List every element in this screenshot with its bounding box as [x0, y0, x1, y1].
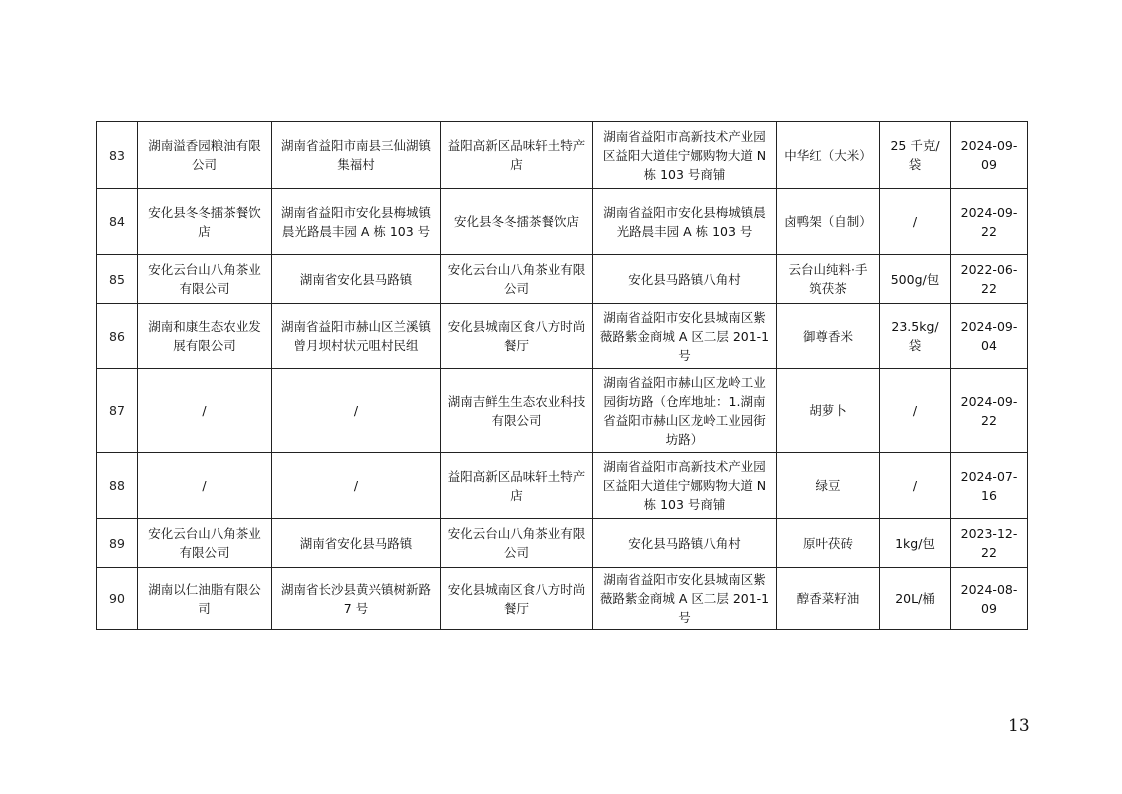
cell-producer-address: 湖南省长沙县黄兴镇树新路 7 号	[272, 568, 441, 630]
table-row	[97, 568, 1028, 630]
cell-specification: 23.5kg/袋	[880, 304, 951, 369]
cell-sampled-unit: 安化县城南区食八方时尚餐厅	[441, 568, 593, 630]
cell-specification: 25 千克/袋	[880, 122, 951, 189]
cell-production-date: 2024-08-09	[951, 568, 1028, 630]
cell-sampled-unit: 安化云台山八角茶业有限公司	[441, 519, 593, 568]
cell-specification: /	[880, 189, 951, 255]
cell-product-name: 胡萝卜	[777, 369, 880, 453]
cell-producer-name: 安化云台山八角茶业有限公司	[138, 519, 272, 568]
cell-producer-address: 湖南省安化县马路镇	[272, 255, 441, 304]
cell-producer-address: /	[272, 453, 441, 519]
cell-sampled-address: 湖南省益阳市高新技术产业园区益阳大道佳宁娜购物大道 N 栋 103 号商铺	[593, 453, 777, 519]
cell-sampled-unit: 益阳高新区品味轩土特产店	[441, 122, 593, 189]
cell-sampled-address: 安化县马路镇八角村	[593, 255, 777, 304]
cell-producer-name: /	[138, 369, 272, 453]
cell-sampled-unit: 湖南吉鲜生生态农业科技有限公司	[441, 369, 593, 453]
cell-producer-name: 湖南以仁油脂有限公司	[138, 568, 272, 630]
table-row	[97, 255, 1028, 304]
cell-sampled-address: 湖南省益阳市安化县城南区紫薇路紫金商城 A 区二层 201-1 号	[593, 304, 777, 369]
table-row	[97, 122, 1028, 189]
cell-producer-name: 湖南溢香园粮油有限公司	[138, 122, 272, 189]
cell-product-name: 卤鸭架（自制）	[777, 189, 880, 255]
cell-producer-address: 湖南省安化县马路镇	[272, 519, 441, 568]
cell-number: 89	[97, 519, 138, 568]
cell-specification: 1kg/包	[880, 519, 951, 568]
cell-sampled-unit: 安化县冬冬擂茶餐饮店	[441, 189, 593, 255]
cell-producer-address: 湖南省益阳市南县三仙湖镇集福村	[272, 122, 441, 189]
table-row	[97, 453, 1028, 519]
cell-producer-name: 湖南和康生态农业发展有限公司	[138, 304, 272, 369]
cell-sampled-unit: 安化云台山八角茶业有限公司	[441, 255, 593, 304]
cell-producer-name: 安化县冬冬擂茶餐饮店	[138, 189, 272, 255]
cell-product-name: 原叶茯砖	[777, 519, 880, 568]
cell-production-date: 2024-09-22	[951, 369, 1028, 453]
cell-sampled-address: 湖南省益阳市高新技术产业园区益阳大道佳宁娜购物大道 N 栋 103 号商铺	[593, 122, 777, 189]
table-row	[97, 189, 1028, 255]
cell-sampled-unit: 益阳高新区品味轩土特产店	[441, 453, 593, 519]
cell-number: 87	[97, 369, 138, 453]
cell-sampled-address: 安化县马路镇八角村	[593, 519, 777, 568]
cell-product-name: 御尊香米	[777, 304, 880, 369]
cell-producer-address: 湖南省益阳市安化县梅城镇晨光路晨丰园 A 栋 103 号	[272, 189, 441, 255]
cell-sampled-address: 湖南省益阳市安化县梅城镇晨光路晨丰园 A 栋 103 号	[593, 189, 777, 255]
cell-production-date: 2024-07-16	[951, 453, 1028, 519]
cell-production-date: 2024-09-04	[951, 304, 1028, 369]
cell-number: 86	[97, 304, 138, 369]
cell-production-date: 2024-09-09	[951, 122, 1028, 189]
cell-sampled-unit: 安化县城南区食八方时尚餐厅	[441, 304, 593, 369]
cell-producer-name: /	[138, 453, 272, 519]
cell-number: 90	[97, 568, 138, 630]
cell-product-name: 云台山纯料·手筑茯茶	[777, 255, 880, 304]
cell-number: 83	[97, 122, 138, 189]
cell-number: 85	[97, 255, 138, 304]
table-row	[97, 369, 1028, 453]
cell-product-name: 绿豆	[777, 453, 880, 519]
cell-product-name: 醇香菜籽油	[777, 568, 880, 630]
cell-number: 88	[97, 453, 138, 519]
table-row	[97, 519, 1028, 568]
cell-sampled-address: 湖南省益阳市赫山区龙岭工业园街坊路（仓库地址：1.湖南省益阳市赫山区龙岭工业园街坊路）	[593, 369, 777, 453]
cell-producer-name: 安化云台山八角茶业有限公司	[138, 255, 272, 304]
cell-production-date: 2023-12-22	[951, 519, 1028, 568]
cell-product-name: 中华红（大米）	[777, 122, 880, 189]
sampling-results-table	[96, 121, 1028, 630]
cell-specification: 20L/桶	[880, 568, 951, 630]
page-number: 13	[1008, 716, 1030, 736]
table-body	[97, 122, 1028, 630]
cell-producer-address: /	[272, 369, 441, 453]
cell-number: 84	[97, 189, 138, 255]
cell-specification: /	[880, 453, 951, 519]
cell-sampled-address: 湖南省益阳市安化县城南区紫薇路紫金商城 A 区二层 201-1 号	[593, 568, 777, 630]
cell-specification: /	[880, 369, 951, 453]
cell-production-date: 2022-06-22	[951, 255, 1028, 304]
cell-production-date: 2024-09-22	[951, 189, 1028, 255]
cell-producer-address: 湖南省益阳市赫山区兰溪镇曾月坝村状元咀村民组	[272, 304, 441, 369]
cell-specification: 500g/包	[880, 255, 951, 304]
table-row	[97, 304, 1028, 369]
